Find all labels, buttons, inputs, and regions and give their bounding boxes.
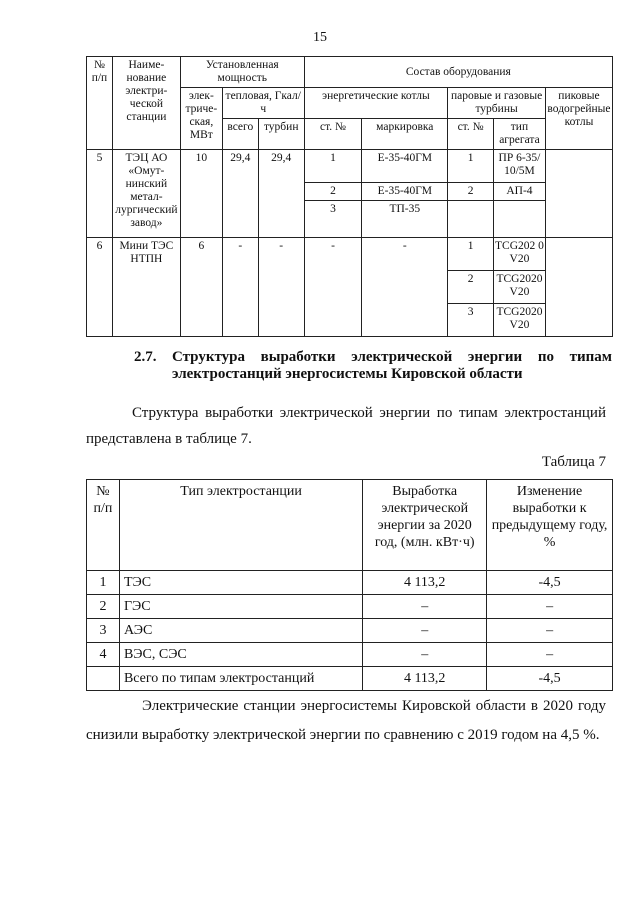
table-row: 3 ТП-35 [87, 201, 613, 238]
header-capacity: Установленная мощность [180, 57, 304, 88]
header-equipment: Состав оборудования [304, 57, 612, 88]
equipment-table [86, 56, 613, 337]
table-caption: Таблица 7 [541, 454, 606, 470]
header-turbines: паровые и газовые турбины [448, 88, 546, 119]
table-row: 5 ТЭЦ АО «Омут-нинский метал-лургический завод» 10 29,4 29,4 1 Е-35-40ГМ 1 ПР 6-35/ 10/5М [87, 150, 613, 183]
header-turbine: турбин [258, 119, 304, 150]
paragraph-intro: Структура выработки электрической энергии по типам электростанций представлена в таблице 7. [86, 405, 606, 447]
header-unit-type: тип агрегата [493, 119, 545, 150]
table-row: 4 ВЭС, СЭС – – [87, 643, 613, 667]
header-station-name: Наиме-нование электри-ческой станции [112, 57, 180, 150]
section-number: 2.7. [134, 349, 157, 365]
header-thermal: тепловая, Гкал/ч [222, 88, 304, 119]
header-total: всего [222, 119, 258, 150]
header-num: № п/п [87, 57, 113, 150]
header-electric: элек-триче-ская, МВт [180, 88, 222, 150]
section-title: Структура выработки электрической энергии по типам электростанций энергосистемы Кировской области [172, 349, 612, 382]
header-peak-boilers: пиковые водогрейные котлы [545, 88, 612, 150]
header-output: Выработка электрической энергии за 2020 год, (млн. кВт·ч) [363, 480, 487, 571]
table-row: 2 ГЭС – – [87, 595, 613, 619]
header-change: Изменение выработки к предыдущему году, % [487, 480, 613, 571]
header-type: Тип электростанции [119, 480, 362, 571]
table-row: 6 Мини ТЭС НТПН 6 - - - - 1 TCG202 0 V20 [87, 238, 613, 271]
header-num: № п/п [87, 480, 120, 571]
table-row: 1 ТЭС 4 113,2 -4,5 [87, 571, 613, 595]
table-row: 3 TCG2020 V20 [87, 304, 613, 337]
page-number: 15 [313, 30, 327, 45]
table-row-total: Всего по типам электростанций 4 113,2 -4,5 [87, 667, 613, 691]
header-turbine-no: ст. № [448, 119, 494, 150]
table-row: 2 TCG2020 V20 [87, 271, 613, 304]
table-row: 3 АЭС – – [87, 619, 613, 643]
paragraph-conclusion: Электрические станции энергосистемы Кировской области в 2020 году снизили выработку электрической энергии по сравнению с 2019 годом на 4,5 %. [86, 698, 606, 743]
header-marking: маркировка [362, 119, 448, 150]
table-row: 2 Е-35-40ГМ 2 АП-4 [87, 183, 613, 201]
generation-table [86, 479, 613, 691]
header-boiler-no: ст. № [304, 119, 362, 150]
header-boilers: энергетические котлы [304, 88, 448, 119]
